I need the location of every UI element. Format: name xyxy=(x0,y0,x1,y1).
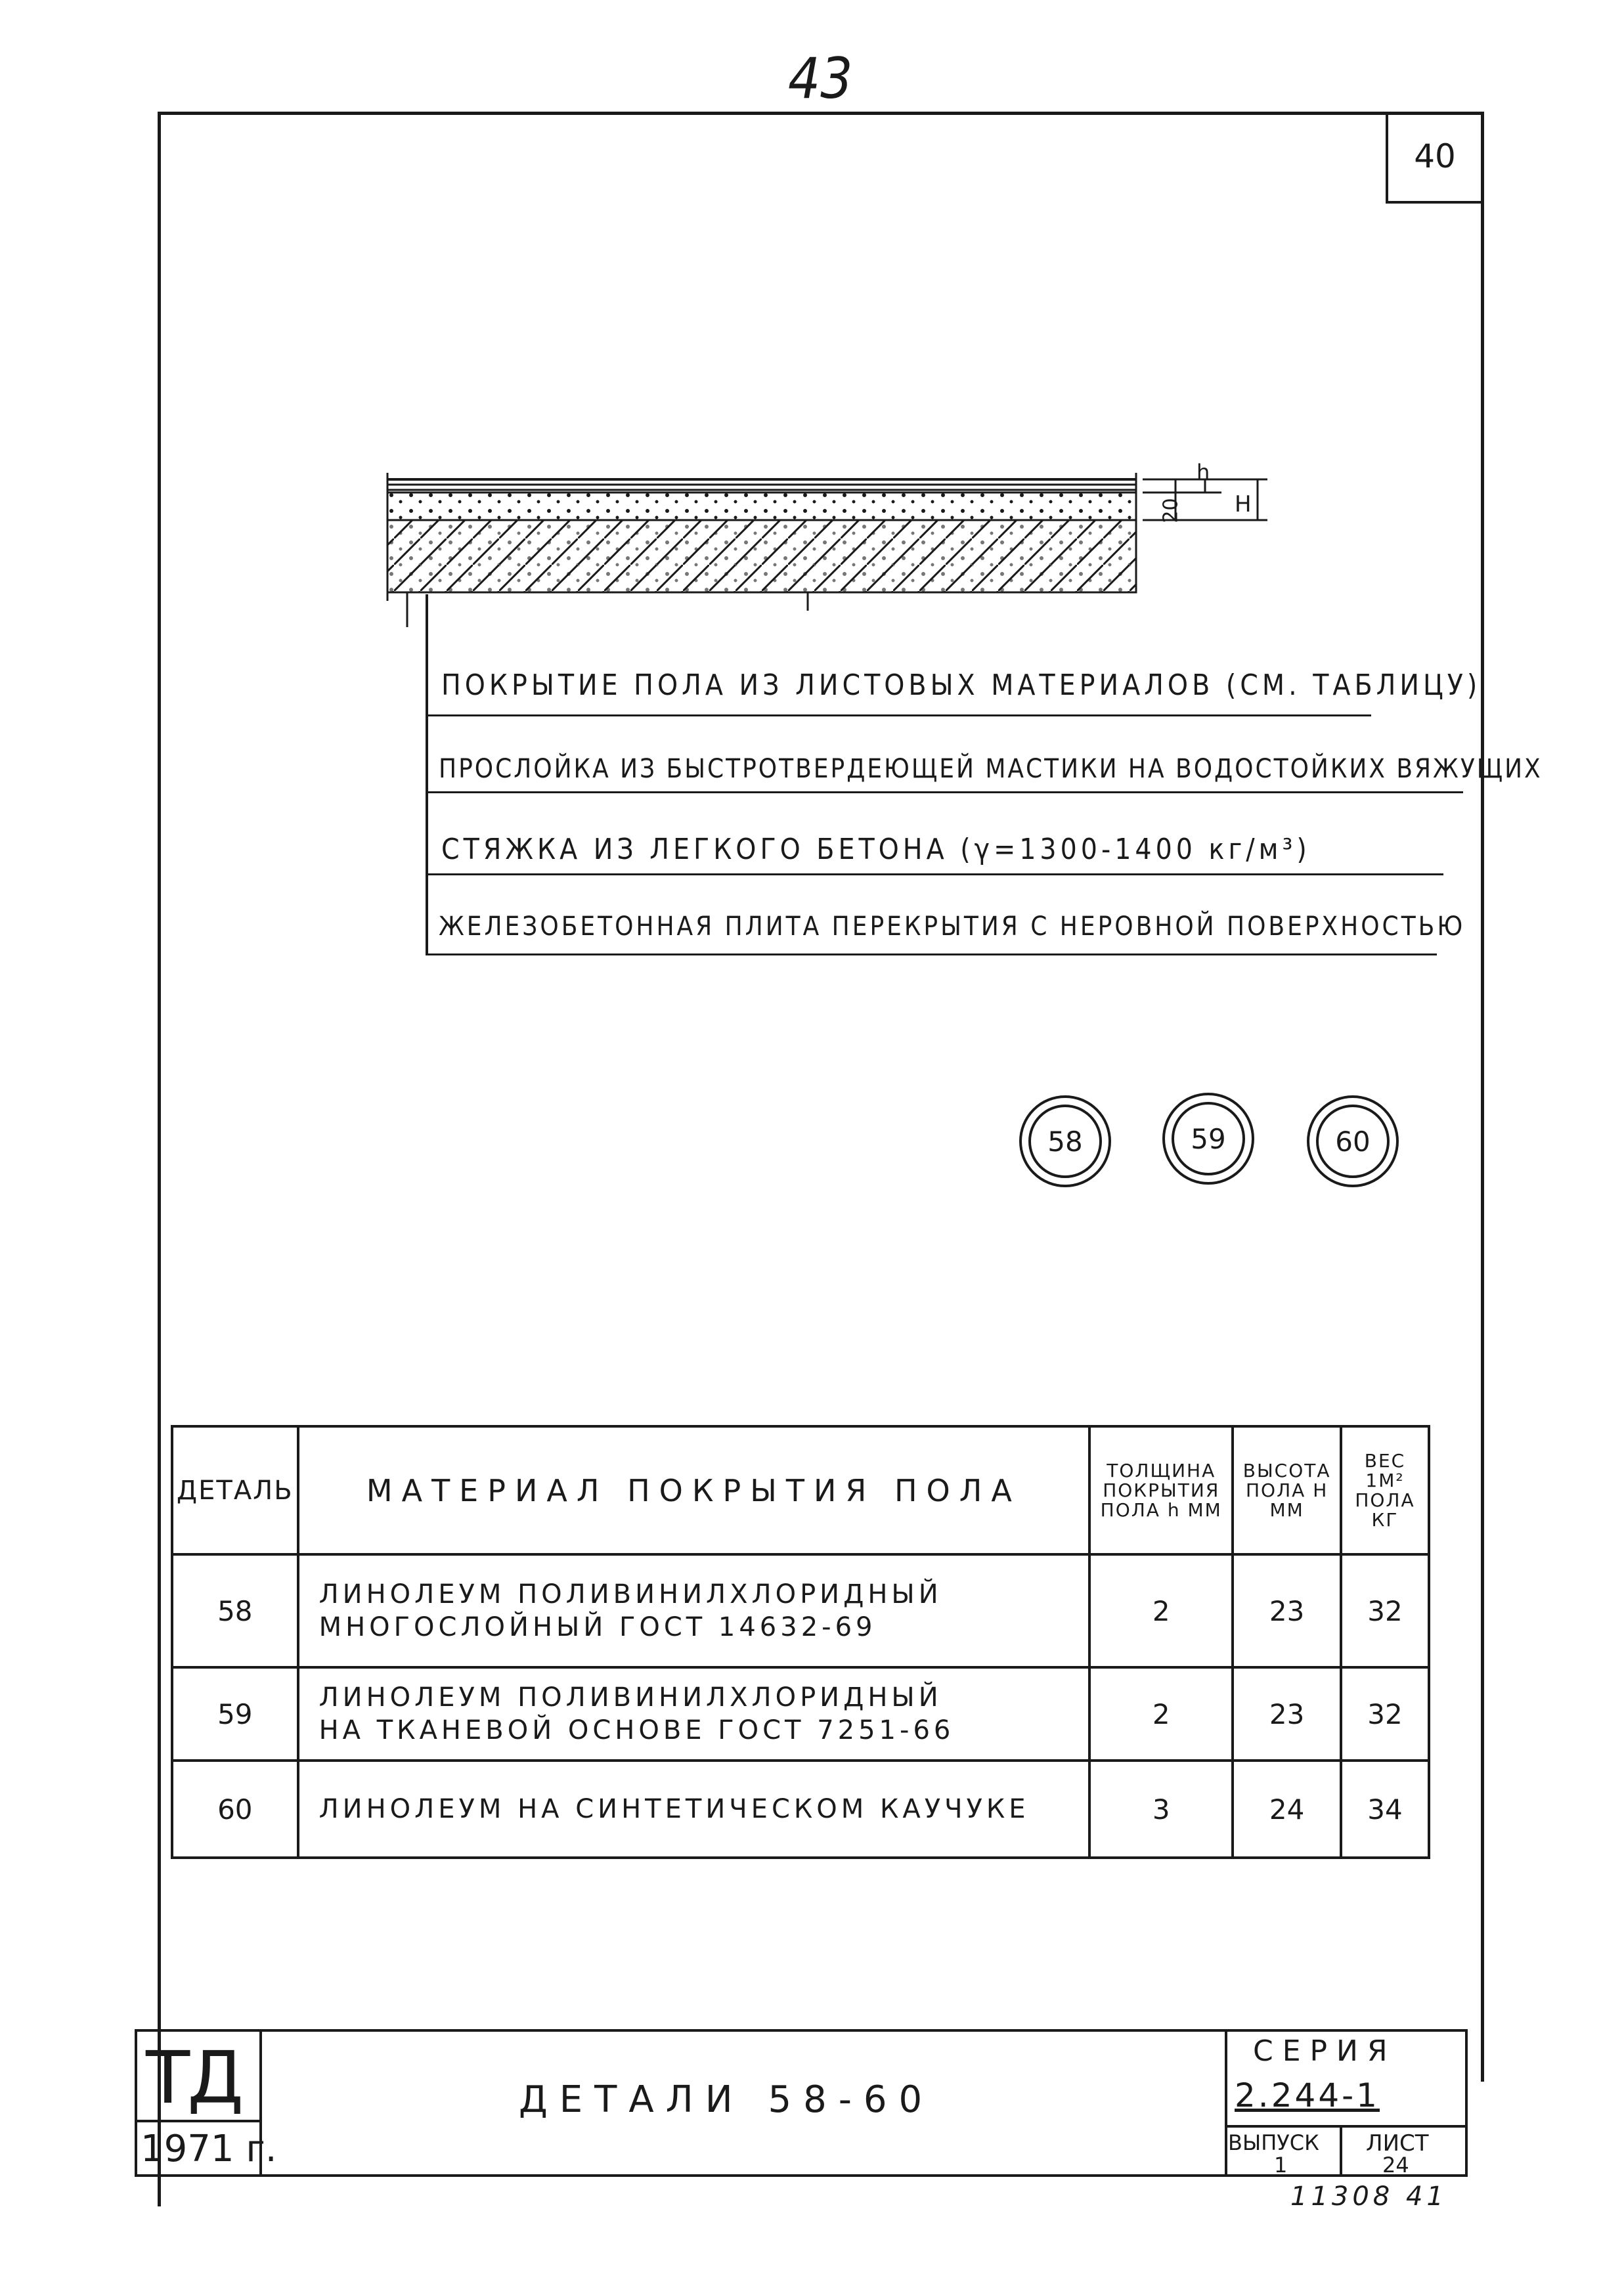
row-weight: 32 xyxy=(1341,1554,1429,1667)
detail-circle-60-label: 60 xyxy=(1316,1105,1390,1178)
row-weight: 32 xyxy=(1341,1667,1429,1761)
year-label: 1971 г. xyxy=(141,2128,277,2170)
frame-top xyxy=(158,112,1484,115)
row-material-line-1: ЛИНОЛЕУМ ПОЛИВИНИЛХЛОРИДНЫЙ xyxy=(318,1579,942,1610)
spec-table xyxy=(171,1425,1430,1859)
series-number: 2.244-1 xyxy=(1235,2076,1380,2114)
dim-h-label: h xyxy=(1196,460,1210,485)
row-thickness: 2 xyxy=(1089,1667,1233,1761)
table-row xyxy=(172,1554,1429,1667)
header-detail: ДЕТАЛЬ xyxy=(172,1426,298,1554)
issue-label: ВЫПУСК xyxy=(1228,2130,1319,2155)
layer-label-2: ПРОСЛОЙКА ИЗ БЫСТРОТВЕРДЕЮЩЕЙ МАСТИКИ НА ВОДОСТОЙКИХ ВЯЖУЩИХ xyxy=(439,754,1543,784)
issue-number: 1 xyxy=(1274,2153,1288,2178)
header-thickness: ТОЛЩИНА ПОКРЫТИЯ ПОЛА h ММ xyxy=(1089,1426,1233,1554)
layer-label-3: СТЯЖКА ИЗ ЛЕГКОГО БЕТОНА (γ=1300-1400 кг/м³) xyxy=(441,833,1311,866)
row-material-line-1: ЛИНОЛЕУМ НА СИНТЕТИЧЕСКОМ КАУЧУКЕ xyxy=(318,1794,1030,1824)
row-material xyxy=(298,1554,1090,1667)
row-thickness: 3 xyxy=(1089,1761,1233,1858)
row-height: 23 xyxy=(1233,1554,1341,1667)
sheet-corner-box xyxy=(1386,112,1484,204)
row-material xyxy=(298,1667,1090,1761)
footer-note: 11308 41 xyxy=(1290,2181,1447,2212)
sheet-label: ЛИСТ xyxy=(1366,2130,1429,2157)
row-material-line-2: НА ТКАНЕВОЙ ОСНОВЕ ГОСТ 7251-66 xyxy=(318,1715,955,1745)
org-mark: ТД xyxy=(146,2036,242,2120)
layer-underline-2 xyxy=(426,791,1463,793)
page-number: 43 xyxy=(788,46,853,112)
frame-right xyxy=(1481,112,1484,2082)
table-header-row xyxy=(172,1426,1429,1554)
sheet-corner-number: 40 xyxy=(1414,137,1456,175)
detail-circle-58-label: 58 xyxy=(1028,1105,1102,1178)
header-height: ВЫСОТА ПОЛА H ММ xyxy=(1233,1426,1341,1554)
drawing-title: ДЕТАЛИ 58-60 xyxy=(519,2078,934,2121)
floor-section-drawing xyxy=(368,460,1300,630)
frame-left xyxy=(158,112,161,2206)
dim-20-label: 20 xyxy=(1159,498,1183,523)
layer-label-4: ЖЕЛЕЗОБЕТОННАЯ ПЛИТА ПЕРЕКРЫТИЯ С НЕРОВНОЙ ПОВЕРХНОСТЬЮ xyxy=(439,911,1466,942)
table-row xyxy=(172,1761,1429,1858)
detail-circle-58 xyxy=(1019,1095,1111,1187)
layer-underline-1 xyxy=(426,714,1371,716)
header-material: МАТЕРИАЛ ПОКРЫТИЯ ПОЛА xyxy=(298,1426,1090,1554)
series-label: СЕРИЯ xyxy=(1253,2034,1397,2068)
title-block-divider-2 xyxy=(1225,2029,1227,2177)
row-material-line-2: МНОГОСЛОЙНЫЙ ГОСТ 14632-69 xyxy=(318,1612,877,1642)
layer-underline-3 xyxy=(426,873,1443,875)
dim-H-label: H xyxy=(1235,491,1252,517)
row-detail: 58 xyxy=(172,1554,298,1667)
detail-circle-60 xyxy=(1307,1095,1399,1187)
title-block-series-divider xyxy=(1225,2125,1468,2128)
header-weight: ВЕС 1М² ПОЛА КГ xyxy=(1341,1426,1429,1554)
leader-line xyxy=(426,594,428,955)
title-block-sheet-divider xyxy=(1340,2125,1342,2177)
detail-circle-59 xyxy=(1162,1093,1254,1185)
layer-underline-4 xyxy=(426,953,1437,955)
row-height: 23 xyxy=(1233,1667,1341,1761)
row-detail: 59 xyxy=(172,1667,298,1761)
row-weight: 34 xyxy=(1341,1761,1429,1858)
row-material xyxy=(298,1761,1090,1858)
table-row xyxy=(172,1667,1429,1761)
layer-label-1: ПОКРЫТИЕ ПОЛА ИЗ ЛИСТОВЫХ МАТЕРИАЛОВ (СМ. ТАБЛИЦУ) xyxy=(441,668,1481,702)
sheet-number: 24 xyxy=(1382,2153,1409,2178)
title-block-org-divider xyxy=(135,2120,261,2122)
row-height: 24 xyxy=(1233,1761,1341,1858)
row-detail: 60 xyxy=(172,1761,298,1858)
row-thickness: 2 xyxy=(1089,1554,1233,1667)
detail-circle-59-label: 59 xyxy=(1172,1102,1245,1175)
row-material-line-1: ЛИНОЛЕУМ ПОЛИВИНИЛХЛОРИДНЫЙ xyxy=(318,1682,942,1713)
